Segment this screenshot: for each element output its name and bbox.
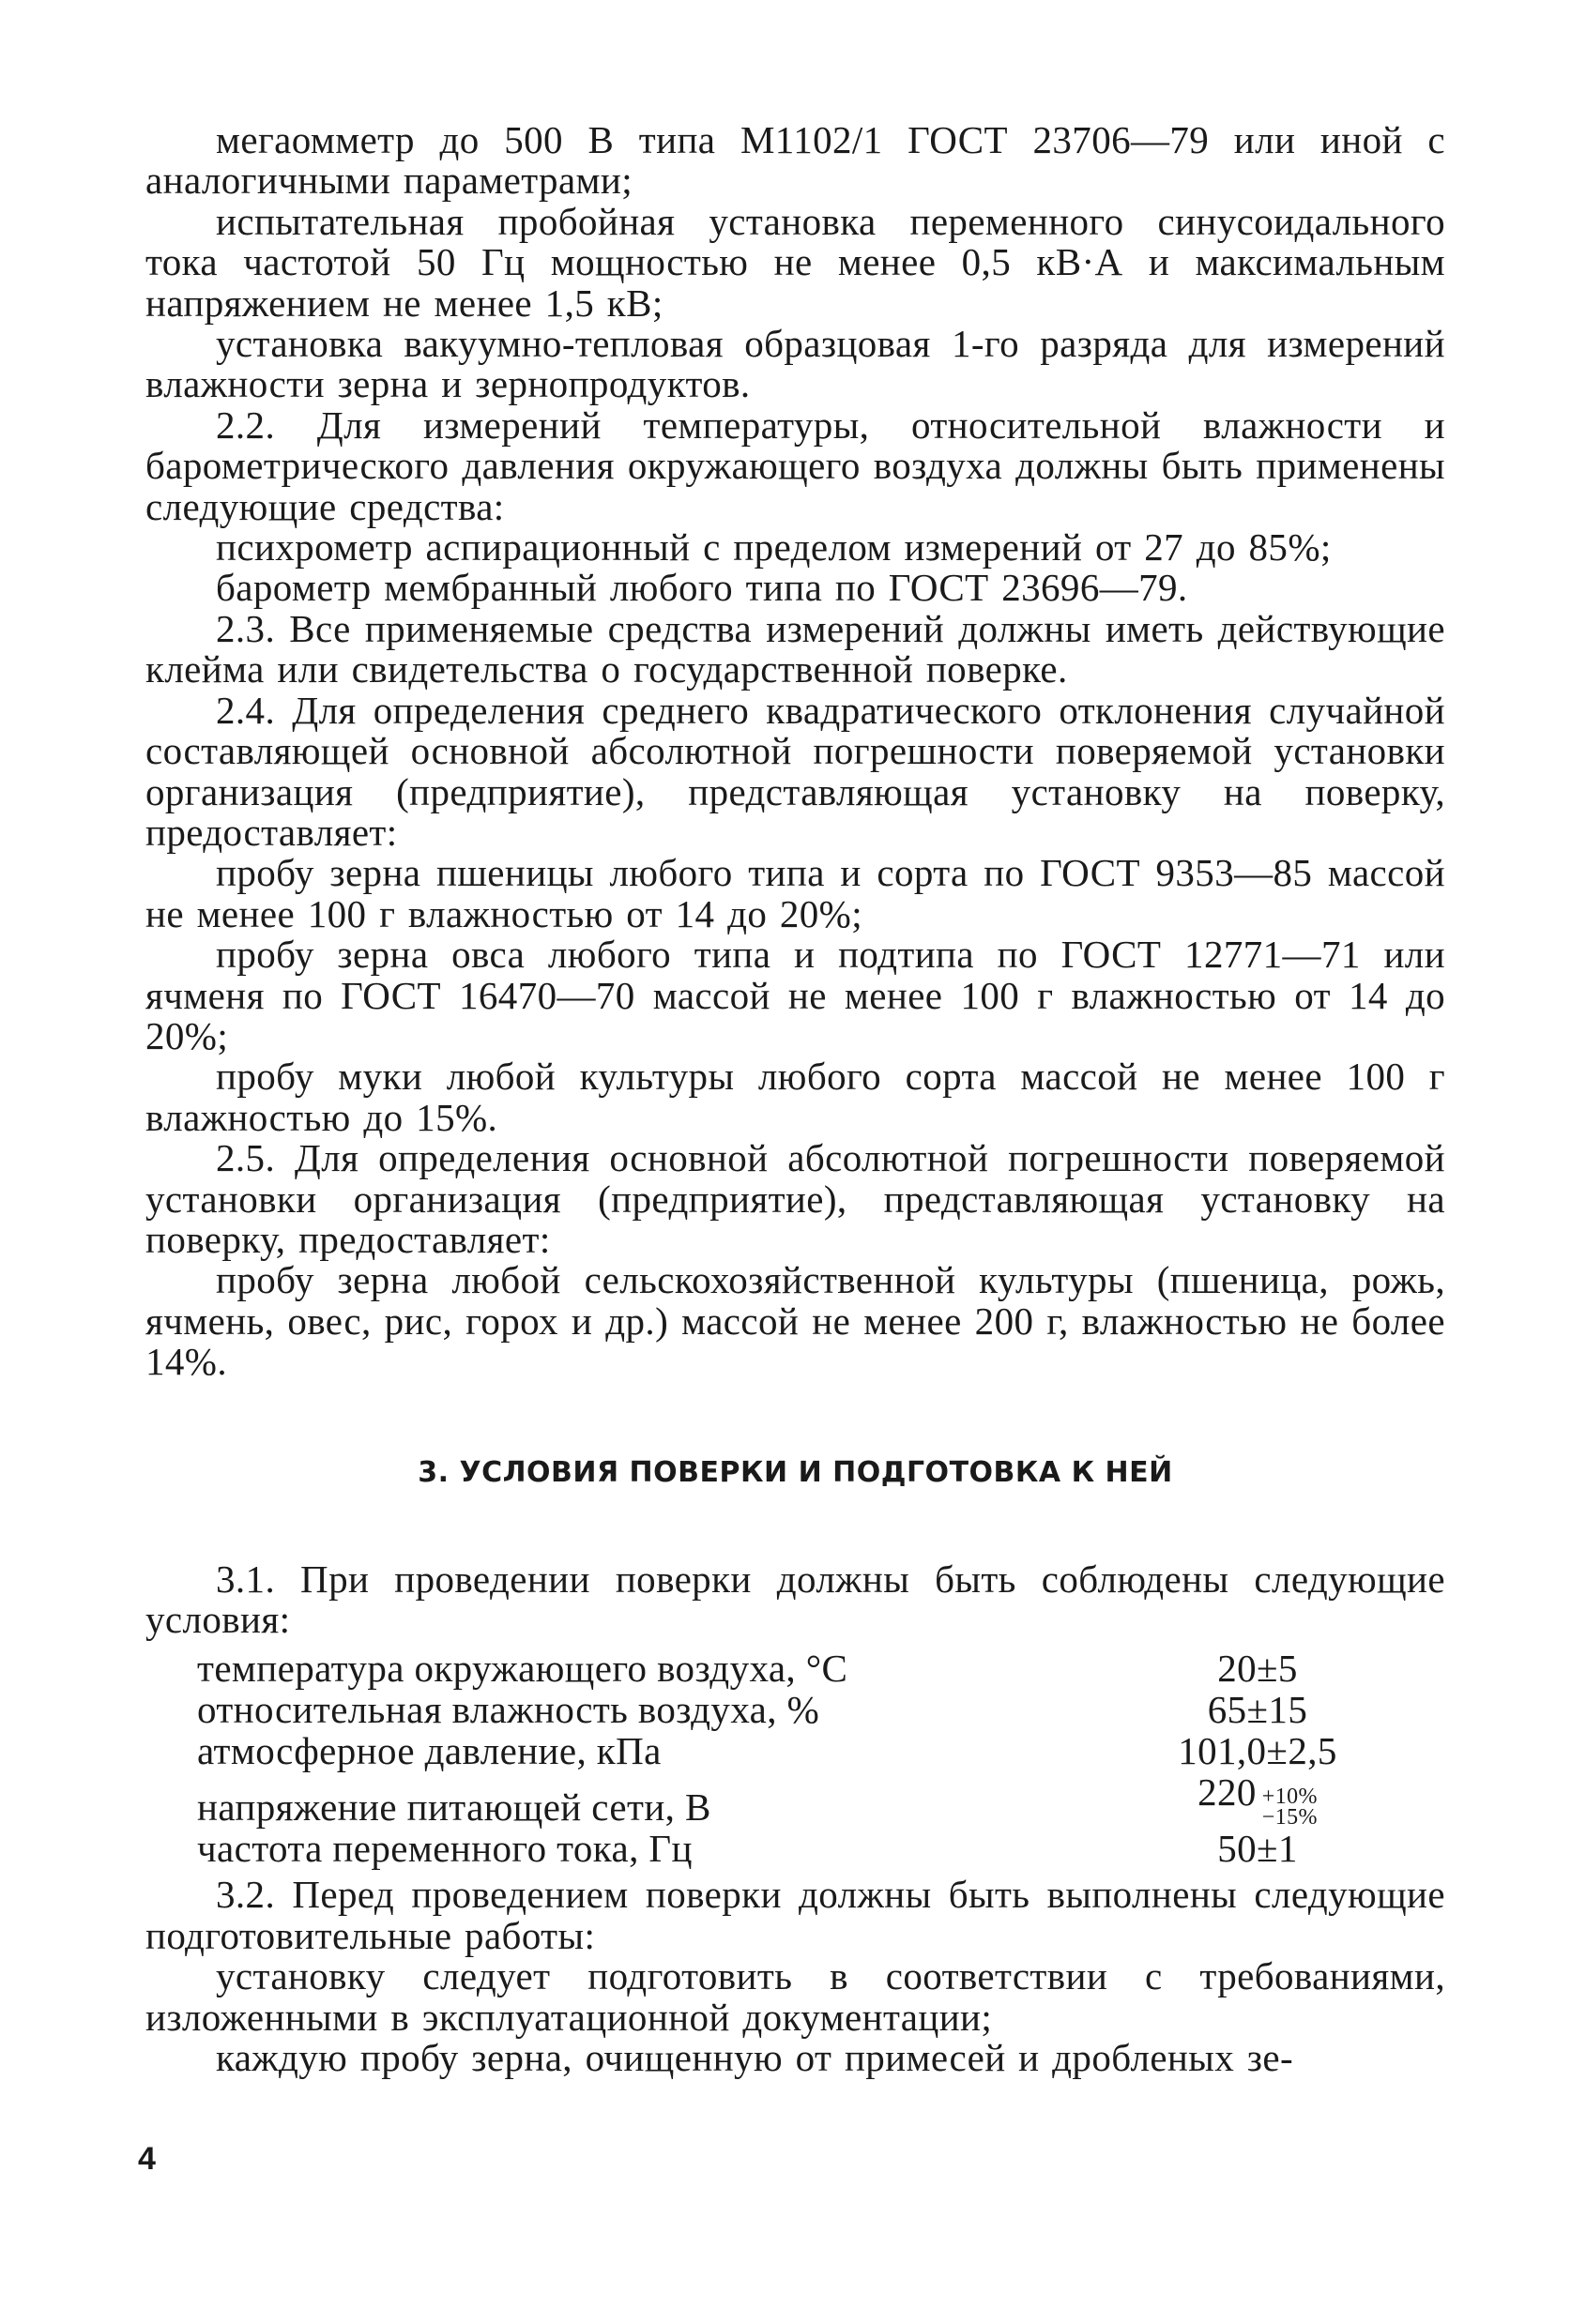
page-number: 4 <box>138 2141 156 2177</box>
paragraph-flour-sample: пробу муки любой культуры любого сорта массой не менее 100 г влажностью до 15%. <box>145 1055 1445 1139</box>
tolerance-plus: +10% <box>1261 1785 1318 1810</box>
condition-label: напряжение питающей сети, В <box>197 1785 711 1830</box>
paragraph-2-3: 2.3. Все применяемые средства измерений должны иметь действующие клейма или свидетельства о государственной поверке. <box>145 606 1445 691</box>
table-row <box>197 1730 1412 1771</box>
condition-value: 65±15 <box>1207 1688 1308 1732</box>
tolerance-minus: −15% <box>1261 1805 1318 1830</box>
tolerance <box>1262 1786 1318 1828</box>
condition-value-with-tolerance <box>1103 1771 1412 1828</box>
paragraph-grain-sample: пробу зерна любой сельскохозяйственной культуры (пшеница, рожь, ячмень, овес, рис, горох и др.) массой не менее 200 г, влажностью не более 14%. <box>145 1258 1445 1384</box>
paragraph-2-5: 2.5. Для определения основной абсолютной погрешности поверяемой установки организация (предприятие), представляющая установку на поверку, предоставляет: <box>145 1136 1445 1261</box>
table-row <box>197 1828 1412 1869</box>
paragraph-2-4: 2.4. Для определения среднего квадратического отклонения случайной составляющей основной абсолютной погрешности поверяемой установки организация (предприятие), представляющая установку на поверку, предоставляет: <box>145 688 1445 854</box>
paragraph-wheat-sample: пробу зерна пшеницы любого типа и сорта по ГОСТ 9353—85 массой не менее 100 г влажностью от 14 до 20%; <box>145 851 1445 935</box>
conditions-table <box>197 1648 1412 1869</box>
paragraph-megaohmmeter: мегаомметр до 500 В типа М1102/1 ГОСТ 23706—79 или иной с аналогичными параметрами; <box>145 118 1445 203</box>
table-row <box>197 1771 1412 1828</box>
condition-value: 50±1 <box>1217 1827 1298 1871</box>
table-row <box>197 1689 1412 1730</box>
condition-value: 20±5 <box>1217 1647 1298 1691</box>
paragraph-vacuum-thermal-installation: установка вакуумно-тепловая образцовая 1-го разряда для измерений влажности зерна и зернопродуктов. <box>145 322 1445 406</box>
paragraph-psychrometer: психрометр аспирационный с пределом измерений от 27 до 85%; <box>216 525 1332 570</box>
paragraph-prepare-installation: установку следует подготовить в соответствии с требованиями, изложенными в эксплуатационной документации; <box>145 1954 1445 2039</box>
condition-label: атмосферное давление, кПа <box>197 1729 662 1773</box>
paragraph-3-2: 3.2. Перед проведением поверки должны быть выполнены следующие подготовительные работы: <box>145 1873 1445 1957</box>
paragraph-barometer: барометр мембранный любого типа по ГОСТ 23696—79. <box>216 566 1188 610</box>
paragraph-grain-cleaning: каждую пробу зерна, очищенную от примесей и дробленых зе- <box>216 2036 1294 2080</box>
paragraph-oat-sample: пробу зерна овса любого типа и подтипа по ГОСТ 12771—71 или ячменя по ГОСТ 16470—70 массой не менее 100 г влажностью от 14 до 20%; <box>145 933 1445 1057</box>
condition-label: частота переменного тока, Гц <box>197 1827 693 1871</box>
page-body <box>145 120 1445 2078</box>
section-heading: 3. УСЛОВИЯ ПОВЕРКИ И ПОДГОТОВКА К НЕЙ <box>418 1455 1173 1489</box>
paragraph-3-1: 3.1. При проведении поверки должны быть соблюдены следующие условия: <box>145 1557 1445 1641</box>
condition-label: относительная влажность воздуха, % <box>197 1688 820 1732</box>
table-row <box>197 1648 1412 1689</box>
condition-value: 220 <box>1197 1770 1257 1815</box>
paragraph-test-installation: испытательная пробойная установка переменного синусоидального тока частотой 50 Гц мощностью не менее 0,5 кВ·А и максимальным напряжением не менее 1,5 кВ; <box>145 199 1445 325</box>
condition-label: температура окружающего воздуха, °С <box>197 1647 848 1691</box>
paragraph-2-2: 2.2. Для измерений температуры, относительной влажности и барометрического давления окружающего воздуха должны быть применены следующие средства: <box>145 403 1445 528</box>
condition-value: 101,0±2,5 <box>1178 1729 1337 1773</box>
